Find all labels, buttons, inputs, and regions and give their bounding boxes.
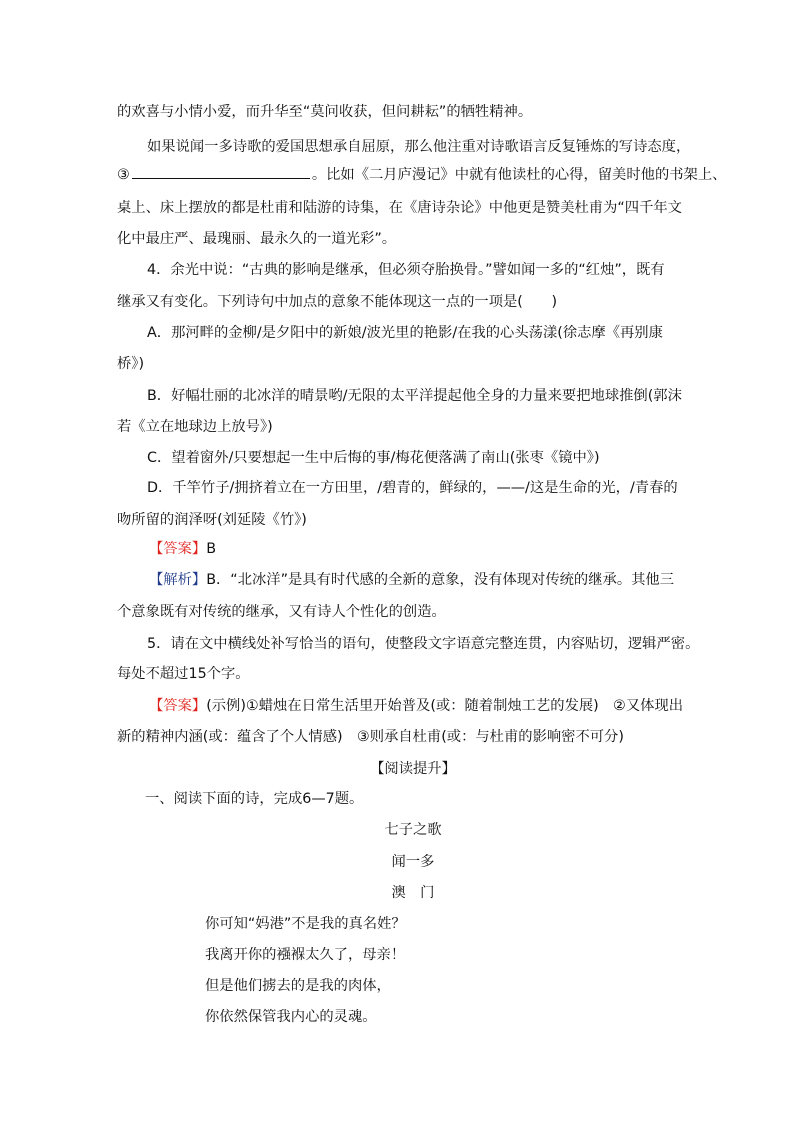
text-line: 每处不超过15个字。	[117, 666, 250, 682]
answer-value: B	[206, 541, 216, 557]
question-5: 5．请在文中横线处补写恰当的语句，使整段文字语意完整连贯，内容贴切，逻辑严密。	[147, 636, 700, 652]
poem-line: 你依然保管我内心的灵魂。	[205, 1009, 377, 1025]
option-b: B．好幅壮丽的北冰洋的晴景哟/无限的太平洋提起他全身的力量来要把地球推倒(郭沫	[147, 388, 682, 404]
poem-line: 但是他们掳去的是我的肉体，	[205, 978, 391, 994]
option-d: D．千竿竹子/拥挤着立在一方田里，/碧青的，鲜绿的，——/这是生命的光，/青春的	[147, 480, 678, 496]
question-4: 4．余光中说：“古典的影响是继承，但必须夺胎换骨。”譬如闻一多的“红烛”，既有	[147, 262, 665, 278]
poem-line: 我离开你的襁褓太久了，母亲！	[205, 947, 406, 963]
part-heading: 一、阅读下面的诗，完成6—7题。	[145, 791, 364, 807]
fill-blank	[132, 166, 310, 179]
poem-title: 七子之歌	[384, 822, 442, 838]
poem-subtitle: 澳 门	[391, 885, 435, 901]
answer-label: 【答案】	[149, 698, 207, 714]
analysis-label: 【解析】	[149, 572, 207, 588]
analysis-text: B．“北冰洋”是具有时代感的全新的意象，没有体现对传统的继承。其他三	[206, 572, 675, 588]
option-c: C．望着窗外/只要想起一生中后悔的事/梅花便落满了南山(张枣《镜中》)	[147, 450, 600, 466]
text-line: 桥》)	[117, 356, 145, 372]
text-line: 桌上、床上摆放的都是杜甫和陆游的诗集，在《唐诗杂论》中他更是赞美杜甫为“四千年文	[117, 200, 682, 216]
answer-5	[149, 697, 683, 715]
text-line: 如果说闻一多诗歌的爱国思想承自屈原，那么他注重对诗歌语言反复锤炼的写诗态度，	[147, 139, 691, 155]
answer-label: 【答案】	[149, 541, 207, 557]
text: 。比如《二月庐漫记》中就有他读杜的心得，留美时他的书架上、	[311, 167, 727, 183]
text-line: 的欢喜与小情小爱，而升华至“莫问收获，但问耕耘”的牺牲精神。	[117, 104, 533, 120]
text-line: 若《立在地球边上放号》)	[117, 419, 273, 435]
option-a: A．那河畔的金柳/是夕阳中的新娘/波光里的艳影/在我的心头荡漾(徐志摩《再别康	[147, 325, 663, 341]
text-line: 化中最庄严、最瑰丽、最永久的一道光彩”。	[117, 231, 397, 247]
text-line: 新的精神内涵(或：蕴含了个人情感) ③则承自杜甫(或：与杜甫的影响密不可分)	[117, 729, 624, 745]
blank-number: ③	[117, 167, 130, 183]
analysis-4	[149, 571, 674, 589]
text-line: 继承又有变化。下列诗句中加点的意象不能体现这一点的一项是( )	[117, 294, 558, 310]
poem-author: 闻一多	[391, 854, 435, 870]
text-line	[117, 166, 726, 184]
poem-line: 你可知“妈港”不是我的真名姓？	[205, 916, 406, 932]
text-line: 个意象既有对传统的继承，又有诗人个性化的创造。	[117, 604, 446, 620]
text-line: 吻所留的润泽呀(刘延陵《竹》)	[117, 512, 307, 528]
section-heading: 【阅读提升】	[370, 761, 456, 777]
answer-4	[149, 540, 216, 558]
answer-text: (示例)①蜡烛在日常生活里开始普及(或：随着制烛工艺的发展) ②又体现出	[206, 698, 684, 714]
